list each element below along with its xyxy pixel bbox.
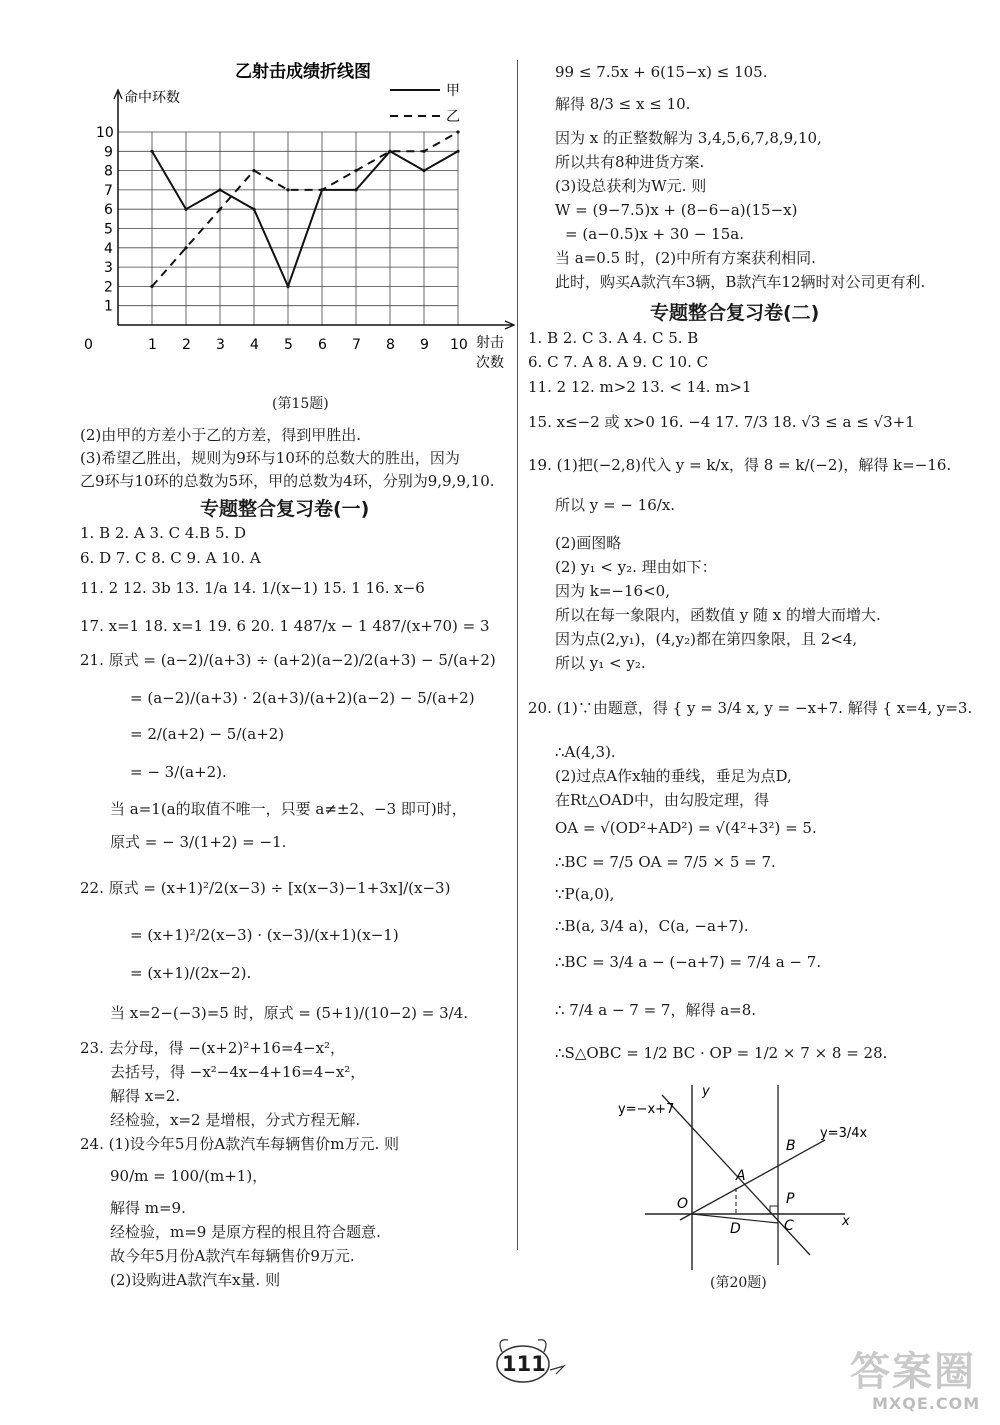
data-point-yi [150, 285, 153, 288]
chart-caption: (第15题) [272, 396, 329, 412]
q19-line5: 因为 k=−16<0, [555, 582, 670, 600]
data-point-jia [456, 150, 459, 153]
y-tick-label: 4 [104, 240, 113, 257]
x-tick-label: 1 [148, 337, 157, 353]
q15-part3a: (3)希望乙胜出，规则为9环与10环的总数大的胜出，因为 [80, 449, 460, 467]
y-tick-label: 8 [104, 163, 113, 180]
shooting-line-chart [84, 55, 515, 390]
q21-line3: = 2/(a+2) − 5/(a+2) [130, 725, 285, 743]
data-point-yi [354, 169, 357, 172]
q22-line4: 当 x=2−(−3)=5 时，原式 = (5+1)/(10−2) = 3/4. [110, 1004, 469, 1022]
y-tick-label: 7 [104, 182, 113, 199]
series-line-jia [152, 151, 458, 286]
q15-part2: (2)由甲的方差小于乙的方差，得到甲胜出. [80, 426, 362, 444]
q24-line6: (2)设购进A款汽车x量. 则 [110, 1271, 281, 1289]
q24-line4: 经检验，m=9 是原方程的根且符合题意. [110, 1223, 381, 1241]
section-heading-1: 专题整合复习卷(一) [200, 498, 370, 520]
y-tick-label: 5 [104, 221, 113, 238]
x-tick-label: 0 [84, 337, 93, 353]
data-point-jia [286, 285, 289, 288]
legend-yi-label: 乙 [446, 109, 460, 125]
fig-label-C: C [784, 1218, 794, 1234]
x-tick-label: 6 [318, 337, 327, 353]
fig-label-line1: y=−x+7 [618, 1102, 675, 1117]
x-tick-label: 5 [284, 337, 293, 353]
section-heading-2: 专题整合复习卷(二) [650, 302, 820, 324]
q19-line2: 所以 y = − 16/x. [555, 496, 676, 514]
line-y-eq-three-quarter-x [680, 1140, 825, 1220]
q22-line2: = (x+1)²/2(x−3) · (x−3)/(x+1)(x−1) [130, 926, 399, 944]
chart-x-label-1: 射击 [476, 335, 504, 351]
y-tick-label: 10 [96, 125, 114, 141]
q24-line3: 解得 m=9. [110, 1199, 186, 1217]
q19-line6: 所以在每一象限内，函数值 y 随 x 的增大而增大. [555, 606, 881, 624]
figure20-caption: (第20题) [710, 1275, 767, 1291]
q23-line3: 解得 x=2. [110, 1087, 181, 1105]
q20-line10: ∴ 7/4 a − 7 = 7，解得 a=8. [555, 1001, 757, 1019]
data-point-yi [320, 188, 323, 191]
watermark-logo [832, 1330, 1000, 1425]
chart-title: 乙射击成绩折线图 [235, 62, 371, 82]
data-point-yi [286, 188, 289, 191]
watermark-main-text: 答案圈 [850, 1349, 976, 1395]
answers2-row-1: 1. B 2. C 3. A 4. C 5. B [528, 329, 699, 347]
r-line4: 所以共有8种进货方案. [555, 153, 705, 171]
q19-line7: 因为点(2,y₁)，(4,y₂)都在第四象限，且 2<4, [555, 630, 858, 648]
x-tick-label: 3 [216, 337, 225, 353]
q20-line3: (2)过点A作x轴的垂线，垂足为点D, [555, 767, 792, 785]
fig-label-B: B [786, 1138, 796, 1154]
q19-line1: 19. (1)把(−2,8)代入 y = k/x，得 8 = k/(−2)，解得 k=−16. [528, 456, 952, 474]
x-tick-label: 7 [352, 337, 361, 353]
data-point-yi [422, 150, 425, 153]
q20-line1: 20. (1)∵由题意，得 { y = 3/4 x, y = −x+7. 解得 { x=4, y=3. [528, 699, 973, 717]
q20-line8: ∴B(a, 3/4 a)，C(a, −a+7). [555, 917, 749, 935]
q20-line7: ∵P(a,0), [555, 885, 615, 903]
legend-jia-label: 甲 [446, 83, 460, 99]
fig-label-P: P [786, 1191, 795, 1207]
q20-line9: ∴BC = 3/4 a − (−a+7) = 7/4 a − 7. [555, 953, 822, 971]
q21-line4: = − 3/(a+2). [130, 763, 227, 781]
q23-line4: 经检验，x=2 是增根，分式方程无解. [110, 1111, 361, 1129]
q20-figure [610, 1075, 870, 1270]
r-line6: W = (9−7.5)x + (8−6−a)(15−x) [555, 201, 798, 219]
fig-label-y: y [702, 1084, 710, 1099]
page-number-badge [478, 1330, 568, 1390]
data-point-yi [218, 208, 221, 211]
answers2-row-3: 11. 2 12. m>2 13. < 14. m>1 [528, 378, 752, 396]
x-tick-label: 8 [386, 337, 395, 353]
data-point-jia [252, 208, 255, 211]
q21-line2: = (a−2)/(a+3) · 2(a+3)/(a+2)(a−2) − 5/(a+2) [130, 689, 475, 707]
r-line8: 当 a=0.5 时，(2)中所有方案获利相同. [555, 249, 816, 267]
r-line1: 99 ≤ 7.5x + 6(15−x) ≤ 105. [555, 63, 768, 81]
data-point-jia [354, 188, 357, 191]
y-tick-label: 2 [104, 279, 113, 296]
x-tick-label: 2 [182, 337, 191, 353]
answers-row-1: 1. B 2. A 3. C 4.B 5. D [80, 524, 247, 542]
data-point-jia [150, 150, 153, 153]
r-line9: 此时，购买A款汽车3辆，B款汽车12辆时对公司更有利. [555, 273, 926, 291]
q15-part3b: 乙9环与10环的总数为5环，甲的总数为4环，分别为9,9,9,10. [80, 472, 495, 490]
data-point-yi [456, 130, 459, 133]
column-divider [517, 60, 518, 1250]
q24-line1: 24. (1)设今年5月份A款汽车每辆售价m万元. 则 [80, 1135, 400, 1153]
q24-line2: 90/m = 100/(m+1)， [110, 1167, 268, 1185]
fig-label-line2: y=3/4x [820, 1126, 868, 1141]
fig-label-x: x [842, 1214, 850, 1229]
watermark-url: MXQE.COM [872, 1394, 981, 1413]
y-tick-label: 6 [104, 202, 113, 219]
y-tick-label: 9 [104, 144, 113, 161]
answers2-row-2: 6. C 7. A 8. A 9. C 10. C [528, 353, 709, 371]
y-tick-label: 3 [104, 260, 113, 277]
chart-x-label-2: 次数 [476, 355, 504, 371]
q23-line2: 去括号，得 −x²−4x−4+16=4−x²， [110, 1063, 366, 1081]
q19-line4: (2) y₁ < y₂. 理由如下： [555, 558, 717, 576]
fig-label-D: D [730, 1221, 741, 1237]
q20-line2: ∴A(4,3). [555, 743, 616, 761]
q22-line1: 22. 原式 = (x+1)²/2(x−3) ÷ [x(x−3)−1+3x]/(x−3) [80, 879, 451, 897]
r-line5: (3)设总获利为W元. 则 [555, 177, 707, 195]
data-point-yi [388, 150, 391, 153]
q24-line5: 故今年5月份A款汽车每辆售价9万元. [110, 1247, 355, 1265]
q20-line6: ∴BC = 7/5 OA = 7/5 × 5 = 7. [555, 853, 776, 871]
fig-label-A: A [736, 1168, 746, 1184]
answers-row-2: 6. D 7. C 8. C 9. A 10. A [80, 549, 261, 567]
y-tick-label: 1 [104, 298, 113, 315]
q19-line3: (2)画图略 [555, 534, 622, 552]
q20-line5: OA = √(OD²+AD²) = √(4²+3²) = 5. [555, 819, 817, 837]
q22-line3: = (x+1)/(2x−2). [130, 964, 252, 982]
answers2-row-4: 15. x≤−2 或 x>0 16. −4 17. 7/3 18. √3 ≤ a ≤ √3+1 [528, 413, 915, 431]
answers-row-3: 11. 2 12. 3b 13. 1/a 14. 1/(x−1) 15. 1 16. x−6 [80, 579, 425, 597]
q21-line6: 原式 = − 3/(1+2) = −1. [110, 833, 287, 851]
page-number: 111 [502, 1352, 546, 1376]
data-point-jia [422, 169, 425, 172]
data-point-jia [184, 208, 187, 211]
fig-label-O: O [677, 1196, 689, 1212]
r-line2: 解得 8/3 ≤ x ≤ 10. [555, 95, 691, 113]
q21-line5: 当 a=1(a的取值不唯一，只要 a≠±2、−3 即可)时， [110, 800, 467, 818]
r-line3: 因为 x 的正整数解为 3,4,5,6,7,8,9,10, [555, 129, 822, 147]
q19-line8: 所以 y₁ < y₂. [555, 654, 646, 672]
q20-line11: ∴S△OBC = 1/2 BC · OP = 1/2 × 7 × 8 = 28. [555, 1044, 888, 1062]
x-tick-label: 9 [420, 337, 429, 353]
q21-line1: 21. 原式 = (a−2)/(a+3) ÷ (a+2)(a−2)/2(a+3) − 5/(a+2) [80, 651, 496, 669]
q23-line1: 23. 去分母，得 −(x+2)²+16=4−x²， [80, 1039, 346, 1057]
data-point-yi [252, 169, 255, 172]
q20-line4: 在Rt△OAD中，由勾股定理，得 [555, 791, 770, 809]
x-tick-label: 4 [250, 337, 259, 353]
chart-y-label: 命中环数 [124, 90, 180, 106]
data-point-yi [184, 246, 187, 249]
answers-row-4: 17. x=1 18. x=1 19. 6 20. 1 487/x − 1 487/(x+70) = 3 [80, 617, 490, 635]
data-point-jia [218, 188, 221, 191]
x-tick-label: 10 [450, 337, 468, 353]
r-line7: = (a−0.5)x + 30 − 15a. [565, 225, 744, 243]
